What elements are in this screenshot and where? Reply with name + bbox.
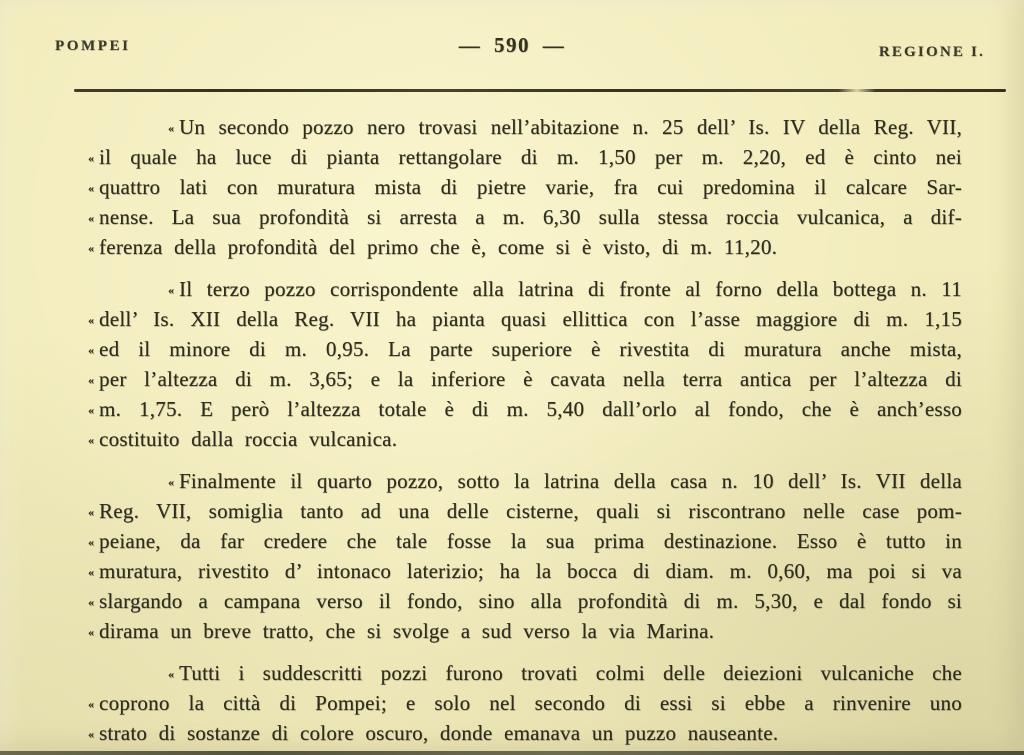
line-text: Il terzo pozzo corrispondente alla latrina di fronte al forno della bottega n. 11 — [179, 277, 962, 301]
header-rule — [74, 89, 1006, 92]
paragraph — [88, 274, 962, 454]
text-line — [88, 202, 962, 232]
text-line — [88, 688, 962, 718]
text-line — [88, 496, 962, 526]
line-text: peiane, da far credere che tale fosse la sua prima destinazione. Esso è tutto in — [99, 529, 962, 553]
quote-mark: « — [88, 373, 93, 387]
text-line — [88, 658, 962, 688]
quote-mark: « — [88, 565, 93, 579]
quote-mark: « — [88, 697, 93, 711]
line-text: ed il minore di m. 0,95. La parte superiore è rivestita di muratura anche mista, — [99, 337, 962, 361]
text-line — [88, 526, 962, 556]
line-text: slargando a campana verso il fondo, sino alla profondità di m. 5,30, e dal fondo si — [99, 589, 962, 613]
line-text: nense. La sua profondità si arresta a m. 6,30 sulla stessa roccia vulcanica, a dif- — [99, 205, 962, 229]
running-head — [0, 0, 1024, 70]
quote-mark: « — [88, 505, 93, 519]
quote-mark: « — [88, 727, 93, 741]
quote-mark: « — [88, 595, 93, 609]
quote-mark: « — [88, 313, 93, 327]
text-line — [88, 142, 962, 172]
line-text: per l’altezza di m. 3,65; e la inferiore è cavata nella terra antica per l’altezza di — [99, 367, 962, 391]
line-text: strato di sostanze di colore oscuro, donde emanava un puzzo nauseante. — [99, 721, 779, 745]
text-line — [88, 556, 962, 586]
quote-mark: « — [88, 241, 93, 255]
line-text: dirama un breve tratto, che si svolge a sud verso la via Marina. — [99, 619, 715, 643]
quote-mark: « — [88, 181, 93, 195]
page-number: — 590 — — [458, 33, 566, 57]
line-text: costituito dalla roccia vulcanica. — [99, 427, 398, 451]
text-line — [88, 586, 962, 616]
paragraph — [88, 466, 962, 646]
line-text: Un secondo pozzo nero trovasi nell’abitazione n. 25 dell’ Is. IV della Reg. VII, — [179, 115, 962, 139]
text-line — [88, 112, 962, 142]
line-text: ferenza della profondità del primo che è, come si è visto, di m. 11,20. — [99, 235, 778, 259]
quote-mark: « — [168, 121, 173, 135]
quote-mark: « — [88, 535, 93, 549]
quote-mark: « — [88, 151, 93, 165]
text-line — [88, 334, 962, 364]
text-line — [88, 616, 962, 646]
text-line — [88, 466, 962, 496]
running-head-left: POMPEI — [55, 38, 131, 54]
text-line — [88, 172, 962, 202]
running-head-right: REGIONE I. — [878, 44, 985, 60]
quote-mark: « — [88, 625, 93, 639]
line-text: Tutti i suddescritti pozzi furono trovati colmi delle deiezioni vulcaniche che — [179, 661, 962, 685]
text-line — [88, 718, 962, 748]
quote-mark: « — [88, 433, 93, 447]
text-line — [88, 424, 962, 454]
line-text: quattro lati con muratura mista di pietre varie, fra cui predomina il calcare Sar- — [99, 175, 962, 199]
quote-mark: « — [88, 211, 93, 225]
quote-mark: « — [168, 475, 173, 489]
paragraph — [88, 658, 962, 748]
line-text: coprono la città di Pompei; e solo nel secondo di essi si ebbe a rinvenire uno — [99, 691, 962, 715]
quote-mark: « — [168, 283, 173, 297]
quote-mark: « — [168, 667, 173, 681]
text-line — [88, 394, 962, 424]
quote-mark: « — [88, 403, 93, 417]
line-text: Finalmente il quarto pozzo, sotto la latrina della casa n. 10 dell’ Is. VII della — [179, 469, 962, 493]
page-bottom-edge — [0, 751, 1024, 755]
text-line — [88, 364, 962, 394]
line-text: il quale ha luce di pianta rettangolare di m. 1,50 per m. 2,20, ed è cinto nei — [99, 145, 962, 169]
line-text: muratura, rivestito d’ intonaco laterizio; ha la bocca di diam. m. 0,60, ma poi si va — [99, 559, 962, 583]
text-block — [88, 112, 962, 748]
quote-mark: « — [88, 343, 93, 357]
line-text: dell’ Is. XII della Reg. VII ha pianta quasi ellittica con l’asse maggiore di m. 1,15 — [99, 307, 962, 331]
paragraph — [88, 112, 962, 262]
text-line — [88, 232, 962, 262]
line-text: m. 1,75. E però l’altezza totale è di m. 5,40 dall’orlo al fondo, che è anch’esso — [99, 397, 962, 421]
text-line — [88, 274, 962, 304]
text-line — [88, 304, 962, 334]
line-text: Reg. VII, somiglia tanto ad una delle cisterne, quali si riscontrano nelle case pom- — [99, 499, 962, 523]
